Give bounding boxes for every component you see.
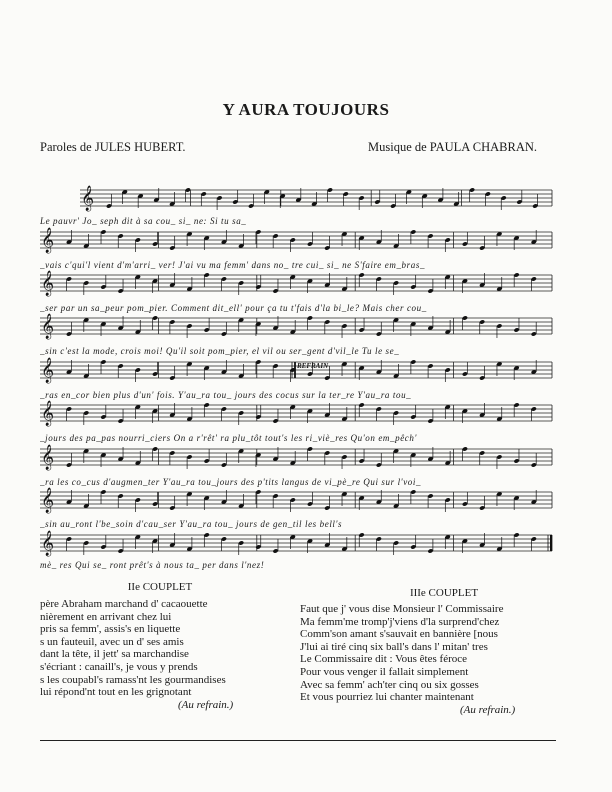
couplet-line: Pour vous venger il fallait simplement [300, 665, 469, 678]
refrain-marker: REFRAIN [297, 362, 329, 370]
treble-clef-icon: 𝄞 [81, 186, 95, 211]
lyric-line: _vais c'qui'l vient d'm'arri_ ver! J'ai vu ma femm' dans no_ tre cui_ si_ ne S'faire em_bras_ [40, 260, 426, 270]
song-title: Y AURA TOUJOURS [222, 100, 390, 119]
couplet-line: pris sa femm', assis's en liquette [40, 623, 181, 636]
treble-clef-icon: 𝄞 [41, 271, 55, 296]
treble-clef-icon: 𝄞 [41, 358, 55, 383]
composer-credit: Musique de PAULA CHABRAN. [368, 140, 538, 154]
couplet-line: Faut que j' vous dise Monsieur l' Commissaire [300, 603, 504, 615]
couplet-line: Avec sa femm' ach'ter cinq ou six gosses [300, 678, 479, 691]
bottom-rule [40, 740, 556, 741]
couplet-2-heading: IIe COUPLET [127, 581, 193, 593]
couplet-line: s'écriant : canaill's, je vous y prends [40, 660, 198, 673]
couplet-line: Ma femm'me tromp'j'viens d'la surprend'chez [300, 615, 500, 628]
lyric-line: _jours des pa_pas nourri_ciers On a r'rêt' ra plu_tôt tout's les ri_viè_res Qu'on em_pêch' [40, 433, 418, 443]
treble-clef-icon: 𝄞 [41, 314, 55, 339]
couplet-3 [300, 603, 582, 716]
lyric-line: _ras en_cor bien plus d'un' fois. Y'au_ra tou_ jours des cocus sur la ter_re Y'au_ra tou_ [40, 390, 412, 400]
couplet-3-heading: IIIe COUPLET [409, 587, 479, 599]
lyric-line: _ser par un sa_peur pom_pier. Comment dit_ell' pour ça tu t'fais d'la bi_le? Mais cher cou_ [40, 303, 427, 313]
lyric-line: mè_ res Qui se_ ront prêt's à nous ta_ per dans l'nez! [40, 560, 265, 570]
refrain-note: (Au refrain.) [460, 703, 516, 716]
lyric-line: _sin c'est la mode, crois moi! Qu'il soit pom_pier, el vil ou ser_gent d'vil_le Tu le se_ [40, 346, 400, 356]
lyric-line: _sin au_ront l'be_soin d'cau_ser Y'au_ra tou_ jours de gen_til les bell's [40, 519, 343, 529]
couplet-line: s un fauteuil, avec un d' ses amis [40, 635, 184, 648]
treble-clef-icon: 𝄞 [41, 401, 55, 426]
couplet-line: s les coupabl's ramass'nt les gourmandises [40, 673, 226, 686]
lyricist-credit: Paroles de JULES HUBERT. [40, 140, 186, 154]
refrain-note: (Au refrain.) [178, 698, 234, 711]
couplet-line: Le Commissaire dit : Vous êtes féroce [300, 653, 468, 666]
couplet-2 [40, 598, 300, 711]
treble-clef-icon: 𝄞 [41, 531, 55, 556]
treble-clef-icon: 𝄞 [41, 228, 55, 253]
couplet-line: Comm'son amant s'sauvait en bannière [nous [300, 628, 498, 641]
couplet-line: lui répond'nt tout en les grignotant [40, 686, 192, 699]
treble-clef-icon: 𝄞 [41, 445, 55, 470]
couplet-line: J'lui ai tiré cinq six ball's dans l' mitan' tres [300, 640, 488, 653]
couplet-line: Et vous pourriez lui chanter maintenant [300, 691, 474, 704]
couplet-line: père Abraham marchand d' cacaouette [40, 598, 208, 610]
couplet-line: nièrement en arrivant chez lui [40, 610, 172, 623]
couplet-line: dant la tête, il jett' sa marchandise [40, 648, 189, 661]
lyric-line: _ra les co_cus d'augmen_ter Y'au_ra tou_jours des p'tits langus de vi_pè_re Qui sur l'voi_ [40, 477, 422, 487]
treble-clef-icon: 𝄞 [41, 488, 55, 513]
lyric-line: Le pauvr' Jo_ seph dit à sa cou_ si_ ne: Si tu sa_ [40, 216, 247, 226]
